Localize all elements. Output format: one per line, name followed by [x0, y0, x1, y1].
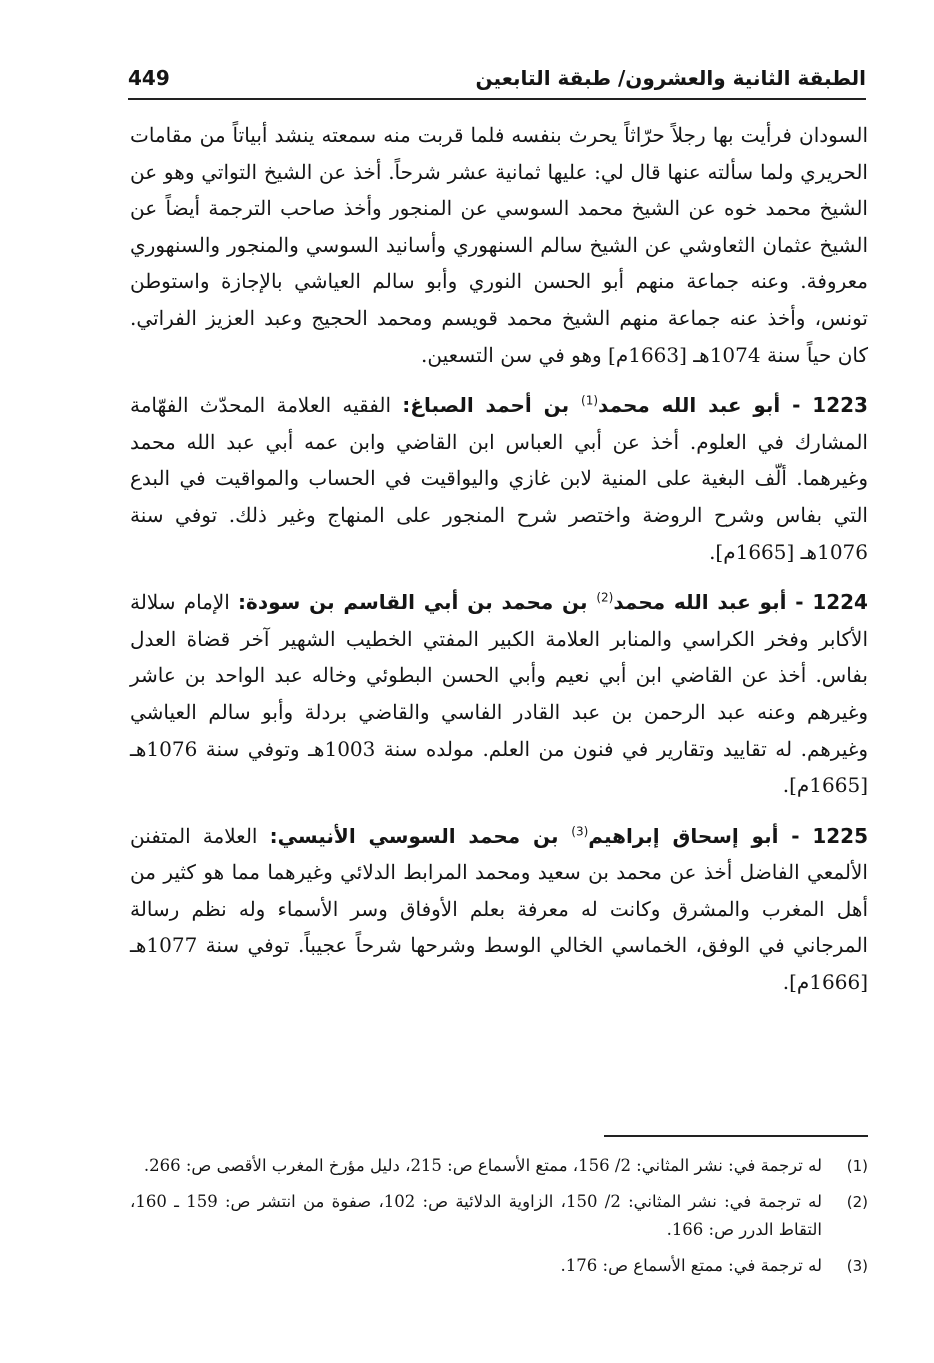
entry-heading [402, 393, 868, 417]
page-number: 449 [128, 66, 170, 90]
entry-text: الفقيه العلامة المحدّث الفهّامة المشارك في العلوم. أخذ عن أبي العباس ابن القاضي وابن عمه أبي عبد الله محمد وغيرهما. ألّف البغية على المنية لابن غازي واليواقيت في الحساب والمواقيت في البدع التي بفاس وشرح الروضة واختصر شرح المنجور على المنهاج وغير ذلك. توفي سنة 1076هـ [1665م]. [130, 393, 868, 564]
entry-text: الإمام سلالة الأكابر وفخر الكراسي والمنابر العلامة الكبير المفتي الخطيب الشهير آخر قضاة العدل بفاس. أخذ عن القاضي ابن أبي نعيم وأبي الحسن البطوئي وخاله عبد الواحد بن عاشر وغيرهم وعنه عبد الرحمن بن عبد القادر الفاسي والقاضي بردلة وأبو سالم العياشي وغيرهم. له تقاييد وتقارير في فنون من العلم. مولده سنة 1003هـ وتوفي سنة 1076هـ [1665م]. [130, 590, 868, 798]
footnote-text: له ترجمة في: نشر المثاني: 2/ 156، ممتع الأسماع ص: 215، دليل مؤرخ المغرب الأقصى ص: 266. [143, 1156, 822, 1175]
footnote-text: له ترجمة في: ممتع الأسماع ص: 176. [560, 1256, 822, 1275]
entry-heading [238, 590, 868, 614]
footnote-2 [130, 1188, 868, 1244]
entry-heading-name: 1223 - أبو عبد الله محمد [598, 393, 868, 418]
page-header [128, 64, 866, 100]
intro-paragraph [130, 117, 868, 373]
entry-heading-name: 1225 - أبو إسحاق إبراهيم [588, 823, 869, 848]
paragraph-spacer [130, 570, 868, 584]
entry-text: العلامة المتفنن الألمعي الفاضل أخذ عن محمد بن سعيد ومحمد المرابط الدلائي وغيرهما مما هو كثير من أهل المغرب والمشرق وكانت له معرفة بعلم الأوفاق وسر الأسماء وله نظم رسالة المرجاني في الوفق، الخماسي الخالي الوسط وشرحها شرحاً عجيباً. توفي سنة 1077هـ [1666م]. [130, 823, 868, 995]
entry-heading-lineage: بن محمد بن أبي القاسم بن سودة: [238, 590, 597, 615]
biography-entry-1225 [130, 818, 868, 1001]
paragraph-spacer [130, 373, 868, 387]
main-text [130, 117, 868, 1001]
footnote-ref: (2) [596, 590, 614, 605]
footnote-1 [130, 1152, 868, 1180]
entry-heading-lineage: بن أحمد الصباغ: [402, 393, 581, 418]
paragraph-spacer [130, 804, 868, 818]
footnote-text: له ترجمة في: نشر المثاني: 2/ 150، الزاوية الدلائية ص: 102، صفوة من انتشر ص: 159 ـ 160، التقاط الدرر ص: 166. [130, 1192, 822, 1239]
entry-heading [270, 824, 868, 848]
biography-entry-1223 [130, 387, 868, 570]
entry-heading-lineage: بن محمد السوسي الأنيسي: [269, 823, 572, 848]
footnote-number: (1) [846, 1157, 868, 1175]
footnote-ref: (3) [571, 824, 589, 839]
footnote-divider [604, 1135, 868, 1137]
footnote-number: (3) [846, 1257, 868, 1275]
biography-entry-1224 [130, 584, 868, 804]
running-head: الطبقة الثانية والعشرون/ طبقة التابعين [475, 66, 866, 90]
entry-heading-name: 1224 - أبو عبد الله محمد [613, 590, 868, 615]
intro-text: السودان فرأيت بها رجلاً حرّاثاً يحرث بنفسه فلما قربت منه سمعته ينشد أبياتاً من مقامات الحريري ولما سألته عنها قال لي: عليها ثمانية عشر شرحاً. أخذ عن الشيخ التواتي وهو عن الشيخ محمد خوه عن الشيخ محمد السوسي عن المنجور وأخذ صاحب الترجمة أيضاً عن الشيخ عثمان الثعاوشي عن الشيخ سالم السنهوري وأسانيد السوسي والمنجور والسنهوري معروفة. وعنه جماعة منهم أبو الحسن النوري وأبو سالم العياشي بالإجازة واستوطن تونس، وأخذ عنه جماعة منهم الشيخ محمد قويسم ومحمد الحجيج وعبد العزيز الفراتي. كان حياً سنة 1074هـ [1663م] وهو في سن التسعين. [130, 123, 868, 367]
footnote-ref: (1) [581, 393, 599, 408]
footnote-3 [130, 1252, 868, 1280]
footnote-number: (2) [846, 1193, 868, 1211]
footnotes [130, 1152, 868, 1288]
